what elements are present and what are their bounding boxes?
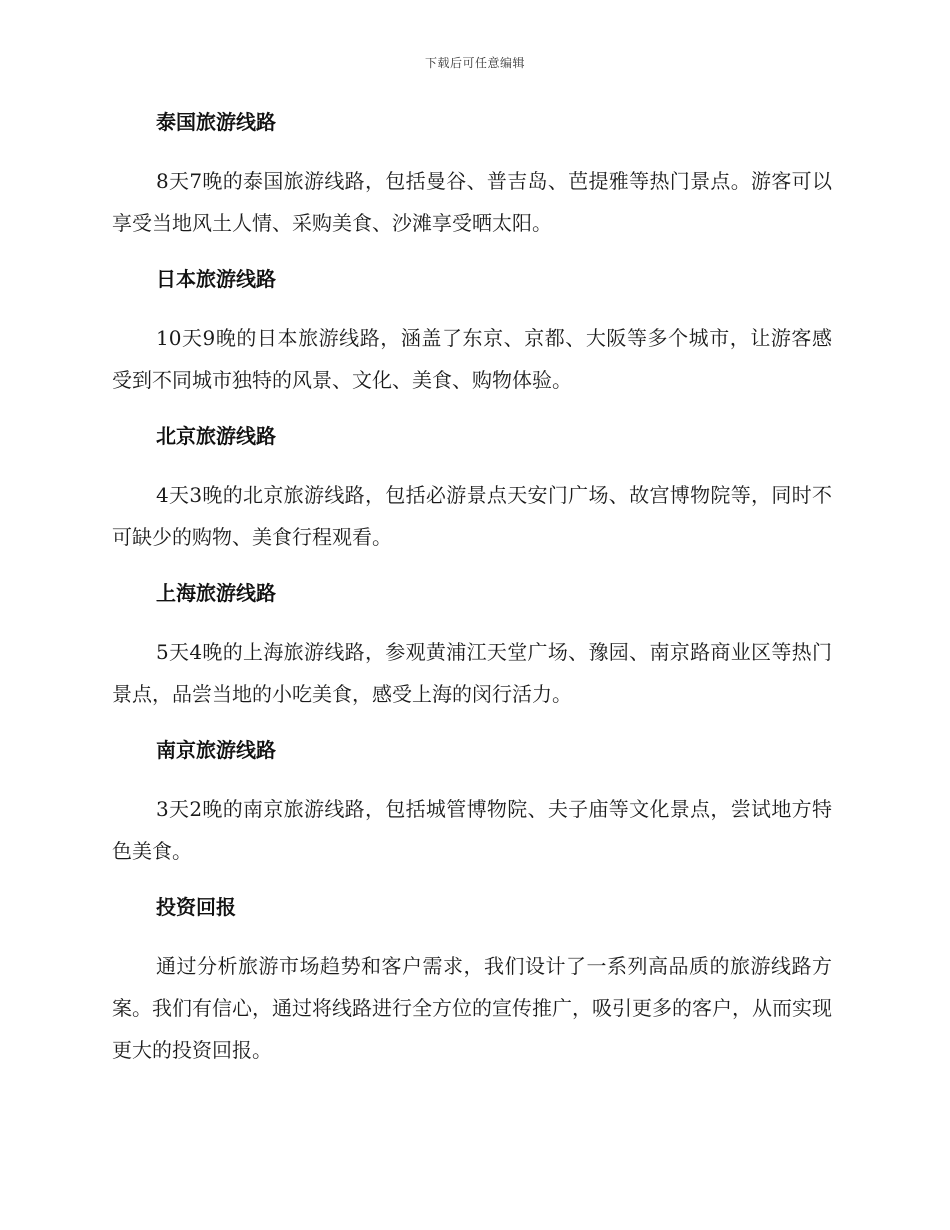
section-heading: 日本旅游线路 <box>156 267 276 291</box>
section-shanghai <box>112 579 832 715</box>
document-body <box>112 108 832 1092</box>
section-investment-return <box>112 893 832 1071</box>
section-nanjing <box>112 736 832 872</box>
section-japan <box>112 265 832 401</box>
page-header-note: 下载后可任意编辑 <box>424 56 525 70</box>
section-paragraph: 8天7晚的泰国旅游线路，包括曼谷、普吉岛、芭提雅等热门景点。游客可以享受当地风土人情、采购美食、沙滩享受晒太阳。 <box>112 169 832 235</box>
section-thailand <box>112 108 832 244</box>
section-heading: 南京旅游线路 <box>156 738 276 762</box>
section-heading: 北京旅游线路 <box>156 424 276 448</box>
section-heading: 投资回报 <box>156 895 236 919</box>
section-paragraph: 5天4晚的上海旅游线路，参观黄浦江天堂广场、豫园、南京路商业区等热门景点，品尝当地的小吃美食，感受上海的闵行活力。 <box>112 640 832 706</box>
section-heading: 泰国旅游线路 <box>156 110 276 134</box>
section-paragraph: 通过分析旅游市场趋势和客户需求，我们设计了一系列高品质的旅游线路方案。我们有信心，通过将线路进行全方位的宣传推广，吸引更多的客户，从而实现更大的投资回报。 <box>112 954 832 1062</box>
section-beijing <box>112 422 832 558</box>
section-paragraph: 4天3晚的北京旅游线路，包括必游景点天安门广场、故宫博物院等，同时不可缺少的购物、美食行程观看。 <box>112 483 832 549</box>
section-paragraph: 10天9晚的日本旅游线路，涵盖了东京、京都、大阪等多个城市，让游客感受到不同城市独特的风景、文化、美食、购物体验。 <box>112 326 832 392</box>
section-heading: 上海旅游线路 <box>156 581 276 605</box>
section-paragraph: 3天2晚的南京旅游线路，包括城管博物院、夫子庙等文化景点，尝试地方特色美食。 <box>112 797 832 863</box>
